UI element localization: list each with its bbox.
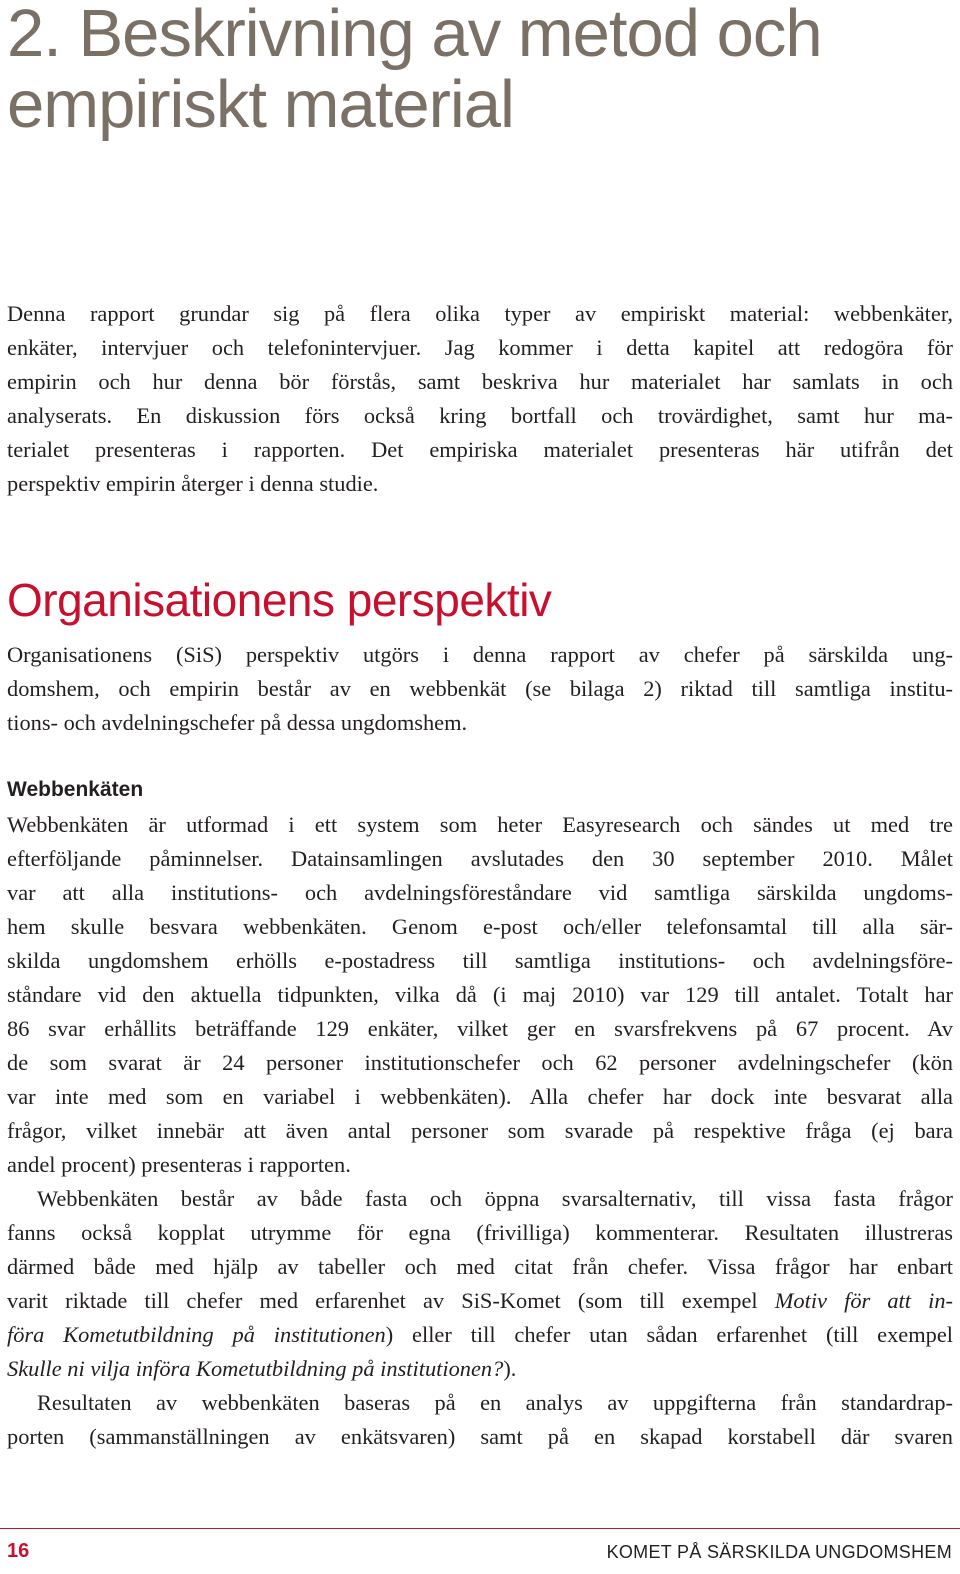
chapter-title-line-2: empiriskt material: [7, 67, 514, 142]
italic-run: Skulle ni vilja införa Kometutbildning på institutionen?: [7, 1356, 504, 1381]
section-title: Organisationens perspektiv: [7, 574, 552, 626]
paragraph-line: var att alla institutions- och avdelningsföreståndare vid samtliga särskilda ungdoms-: [7, 880, 953, 905]
italic-run: Motiv för att in-: [774, 1288, 953, 1313]
paragraph-line: [7, 1284, 953, 1318]
webbenkaten-paragraph-3: [7, 1386, 953, 1454]
intro-line: enkäter, intervjuer och telefonintervjuer. Jag kommer i detta kapitel att redogöra för: [7, 335, 953, 360]
paragraph-line: Resultaten av webbenkäten baseras på en analys av uppgifterna från standardrap-: [37, 1390, 953, 1415]
paragraph-line: [7, 1352, 953, 1386]
section-line: tions- och avdelningschefer på dessa ungdomshem.: [7, 710, 468, 735]
intro-line: Denna rapport grundar sig på flera olika typer av empiriskt material: webbenkäter,: [7, 301, 953, 326]
page-number: 16: [7, 1540, 30, 1562]
section-paragraph: [7, 638, 953, 740]
paragraph-line: andel procent) presenteras i rapporten.: [7, 1152, 351, 1177]
intro-paragraph: [7, 297, 953, 501]
paragraph-line: ståndare vid den aktuella tidpunkten, vilka då (i maj 2010) var 129 till antalet. Totalt har: [7, 982, 953, 1007]
webbenkaten-paragraph-2: [7, 1182, 953, 1386]
text-run: ).: [503, 1356, 517, 1381]
running-title: KOMET PÅ SÄRSKILDA UNGDOMSHEM: [606, 1542, 952, 1562]
chapter-title: [7, 0, 907, 140]
paragraph-line: därmed både med hjälp av tabeller och med citat från chefer. Vissa frågor har enbart: [7, 1254, 953, 1279]
subsection-heading: Webbenkäten: [7, 778, 144, 801]
intro-line: analyserats. En diskussion förs också kring bortfall och trovärdighet, samt hur ma-: [7, 403, 953, 428]
paragraph-line: de som svarat är 24 personer institutionschefer och 62 personer avdelningschefer (kön: [7, 1050, 953, 1075]
paragraph-line: 86 svar erhållits beträffande 129 enkäter, vilket ger en svarsfrekvens på 67 procent. Av: [7, 1016, 953, 1041]
text-run: ) eller till chefer utan sådan erfarenhet (till exempel: [385, 1322, 953, 1347]
intro-line: perspektiv empirin återger i denna studie.: [7, 471, 379, 496]
section-line: domshem, och empirin består av en webbenkät (se bilaga 2) riktad till samtliga institu-: [7, 676, 953, 701]
paragraph-line: skilda ungdomshem erhölls e-postadress till samtliga institutions- och avdelningsföre-: [7, 948, 953, 973]
paragraph-line: var inte med som en variabel i webbenkäten). Alla chefer har dock inte besvarat alla: [7, 1084, 953, 1109]
paragraph-line: efterföljande påminnelser. Datainsamlingen avslutades den 30 september 2010. Målet: [7, 846, 953, 871]
paragraph-line: fanns också kopplat utrymme för egna (frivilliga) kommenterar. Resultaten illustreras: [7, 1220, 953, 1245]
chapter-title-line-1: 2. Beskrivning av metod och: [7, 0, 822, 71]
footer-rule: [0, 1528, 960, 1529]
paragraph-line: Webbenkäten består av både fasta och öppna svarsalternativ, till vissa fasta frågor: [37, 1186, 953, 1211]
paragraph-line: hem skulle besvara webbenkäten. Genom e-post och/eller telefonsamtal till alla sär-: [7, 914, 953, 939]
intro-line: terialet presenteras i rapporten. Det empiriska materialet presenteras här utifrån det: [7, 437, 953, 462]
intro-line: empirin och hur denna bör förstås, samt beskriva hur materialet har samlats in och: [7, 369, 953, 394]
webbenkaten-paragraph-1: [7, 808, 953, 1182]
paragraph-line: [7, 1318, 953, 1352]
text-run: varit riktade till chefer med erfarenhet av SiS-Komet (som till exempel: [7, 1288, 775, 1313]
section-line: Organisationens (SiS) perspektiv utgörs i denna rapport av chefer på särskilda ung-: [7, 642, 953, 667]
italic-run: föra Kometutbildning på institutionen: [7, 1322, 386, 1347]
paragraph-line: porten (sammanställningen av enkätsvaren) samt på en skapad korstabell där svaren: [7, 1424, 953, 1449]
paragraph-line: Webbenkäten är utformad i ett system som heter Easyresearch och sändes ut med tre: [7, 812, 953, 837]
paragraph-line: frågor, vilket innebär att även antal personer som svarade på respektive fråga (ej bara: [7, 1118, 953, 1143]
